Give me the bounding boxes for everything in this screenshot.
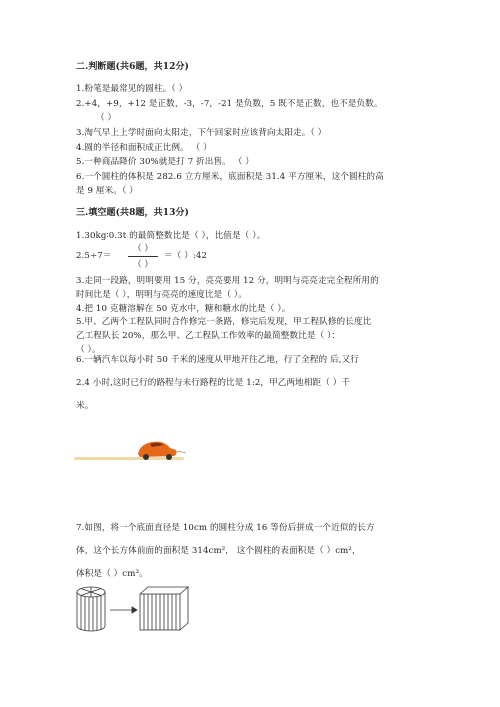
fill-question-6-cont2: 米。 xyxy=(76,401,94,411)
arrow-icon xyxy=(110,607,137,613)
fill-question-5: 5.甲、乙两个工程队同时合作修完一条路，修完后发现，甲工程队修的长度比 xyxy=(76,317,372,327)
judge-question-2-answer: （ ） xyxy=(96,113,117,123)
judge-question-5: 5.一种商品降价 30%就是打 7 折出售。 （ ） xyxy=(76,157,254,167)
cuboid-shape xyxy=(140,587,188,630)
fill-question-5-cont2: （ ）。 xyxy=(76,345,101,355)
judge-question-6-cont: 是 9 厘米。（ ） xyxy=(76,186,138,196)
car-illustration xyxy=(74,430,194,470)
fill-question-7-cont2: 体积是（ ）cm³。 xyxy=(76,569,148,579)
section-2-heading: 二.判断题(共6题，共12分) xyxy=(76,62,189,72)
fill-question-2-prefix: 2.5÷7＝ xyxy=(76,251,112,261)
judge-question-6: 6.一个圆柱的体积是 282.6 立方厘米，底面积是 31.4 平方厘米，这个圆柱的高 xyxy=(76,172,384,182)
fill-question-2-suffix: ＝（ ）:42 xyxy=(164,251,208,261)
fill-question-5-cont: 乙工程队长 20%，那么甲、乙工程队工作效率的最简整数比是（ ）： xyxy=(76,331,341,341)
cylinder-to-cuboid-diagram xyxy=(74,584,204,634)
fraction-numerator: （ ） xyxy=(133,244,153,254)
fraction-denominator: （ ） xyxy=(133,260,153,270)
judge-question-2: 2.+4，+9，+12 是正数，-3，-7，-21 是负数，5 既不是正数，也不是负数。 xyxy=(76,99,383,109)
fill-question-7: 7.如图，将一个底面直径是 10cm 的圆柱分成 16 等份后拼成一个近似的长方 xyxy=(76,523,375,533)
fill-question-3: 3.走同一段路，明明要用 15 分，亮亮要用 12 分，明明与亮亮走完全程所用的 xyxy=(76,276,379,286)
judge-question-4: 4.圆的半径和面积成正比例。 （ ） xyxy=(76,143,212,153)
fill-question-3-cont: 时间比是（ ），明明与亮亮的速度比是（ ）。 xyxy=(76,290,247,300)
judge-question-3: 3.淘气早上上学时面向太阳走，下午回家时应该背向太阳走。（ ） xyxy=(76,128,327,138)
judge-question-1: 1.粉笔是最常见的圆柱。（ ） xyxy=(76,84,188,94)
section-3-heading: 三.填空题(共8题，共13分) xyxy=(76,208,189,218)
fill-question-7-cont: 体，这个长方体前面的面积是 314cm²， 这个圆柱的表面积是（ ）cm²， xyxy=(76,546,361,556)
cylinder-shape xyxy=(77,587,105,631)
fill-question-4: 4.把 10 克糖溶解在 50 克水中，糖和糖水的比是（ ）。 xyxy=(76,304,291,314)
fraction-bar xyxy=(128,256,158,257)
fill-question-2-fraction xyxy=(126,242,160,272)
fill-question-6-cont: 2.4 小时,这时已行的路程与未行路程的比是 1:2，甲乙两地相距（ ）千 xyxy=(76,378,351,388)
fill-question-6: 6.一辆汽车以每小时 50 千米的速度从甲地开往乙地，行了全程的 后,又行 xyxy=(76,355,359,365)
fill-question-1: 1.30kg∶0.3t 的最简整数比是（ ），比值是（ ）。 xyxy=(76,231,266,241)
